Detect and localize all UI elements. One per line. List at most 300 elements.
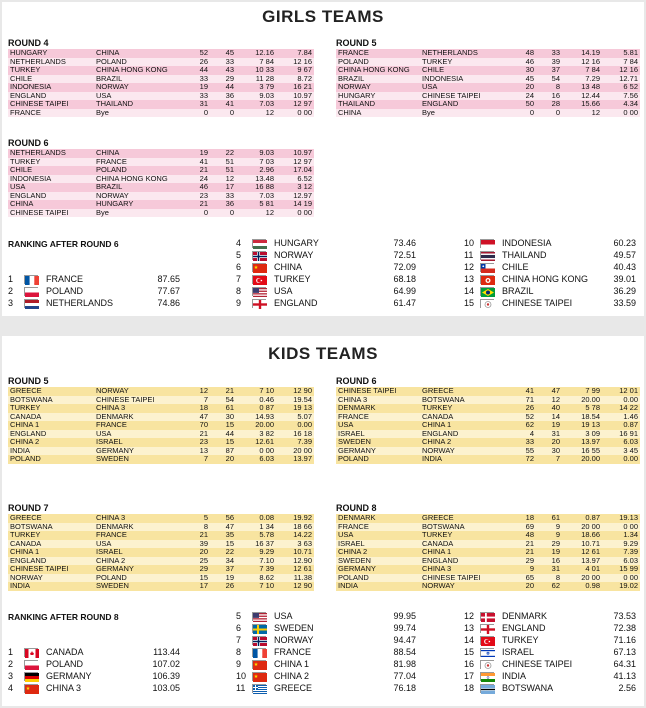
team-score: 113.44 bbox=[153, 647, 180, 657]
team-b-cell: INDONESIA bbox=[420, 75, 514, 84]
team-a-cell: CANADA bbox=[8, 413, 94, 422]
vp-a-cell: 20.00 bbox=[236, 421, 276, 430]
score-a-cell: 46 bbox=[188, 183, 210, 192]
team-a-cell: CHINA 2 bbox=[336, 548, 420, 557]
team-a-cell: GERMANY bbox=[336, 565, 420, 574]
score-a-cell: 39 bbox=[188, 540, 210, 549]
table-row bbox=[8, 396, 314, 405]
ranking-item bbox=[8, 647, 180, 658]
vp-b-cell: 12 97 bbox=[276, 100, 314, 109]
score-a-cell: 23 bbox=[188, 192, 210, 201]
team-a-cell: USA bbox=[8, 183, 94, 192]
score-b-cell: 14 bbox=[536, 413, 562, 422]
vp-b-cell: 0.00 bbox=[602, 455, 640, 464]
score-b-cell: 19 bbox=[536, 421, 562, 430]
score-a-cell: 9 bbox=[514, 565, 536, 574]
vp-b-cell: 5.07 bbox=[276, 413, 314, 422]
vp-a-cell: 12.61 bbox=[236, 438, 276, 447]
vp-a-cell: 7.03 bbox=[236, 192, 276, 201]
score-b-cell: 47 bbox=[210, 523, 236, 532]
team-name: HUNGARY bbox=[274, 238, 319, 248]
table-row bbox=[8, 438, 314, 447]
team-name: USA bbox=[274, 286, 293, 296]
table-row bbox=[8, 430, 314, 439]
score-a-cell: 21 bbox=[514, 540, 536, 549]
team-b-cell: ISRAEL bbox=[94, 438, 188, 447]
score-a-cell: 24 bbox=[188, 175, 210, 184]
table-row bbox=[8, 183, 314, 192]
score-b-cell: 33 bbox=[210, 192, 236, 201]
team-a-cell: CHINA HONG KONG bbox=[336, 66, 420, 75]
vp-b-cell: 6.03 bbox=[602, 438, 640, 447]
vp-b-cell: 10.71 bbox=[276, 548, 314, 557]
team-a-cell: BOTSWANA bbox=[8, 523, 94, 532]
table-row bbox=[336, 447, 640, 456]
score-a-cell: 29 bbox=[514, 557, 536, 566]
rank-position: 18 bbox=[464, 683, 475, 693]
ranking-item bbox=[236, 286, 416, 297]
vp-a-cell: 7 99 bbox=[562, 387, 602, 396]
team-name: CHINA HONG KONG bbox=[502, 274, 589, 284]
vp-a-cell: 7 10 bbox=[236, 387, 276, 396]
ranking-item bbox=[236, 635, 416, 646]
ranking-item bbox=[464, 611, 636, 622]
team-a-cell: ENGLAND bbox=[8, 192, 94, 201]
team-name: INDIA bbox=[502, 671, 527, 681]
table-row bbox=[336, 83, 640, 92]
score-a-cell: 26 bbox=[188, 58, 210, 67]
team-b-cell: CHINA HONG KONG bbox=[94, 175, 188, 184]
team-b-cell: FRANCE bbox=[94, 421, 188, 430]
vp-a-cell: 14.19 bbox=[562, 49, 602, 58]
team-score: 77.67 bbox=[157, 286, 180, 296]
rank-position: 14 bbox=[464, 635, 475, 645]
team-b-cell: BOTSWANA bbox=[420, 396, 514, 405]
ranking-item bbox=[464, 683, 636, 694]
score-b-cell: 7 bbox=[536, 455, 562, 464]
ranking-item bbox=[236, 238, 416, 249]
team-score: 106.39 bbox=[152, 671, 180, 681]
score-b-cell: 16 bbox=[536, 92, 562, 101]
table-row bbox=[336, 540, 640, 549]
vp-b-cell: 14 22 bbox=[602, 404, 640, 413]
poland-flag-icon bbox=[24, 287, 38, 296]
rank-position: 1 bbox=[8, 647, 14, 657]
team-a-cell: FRANCE bbox=[336, 49, 420, 58]
vp-a-cell: 0 87 bbox=[236, 404, 276, 413]
table-row bbox=[336, 514, 640, 523]
rank-position: 2 bbox=[8, 659, 14, 669]
score-b-cell: 0 bbox=[210, 209, 236, 218]
china-flag-icon bbox=[24, 684, 38, 693]
brazil-flag-icon bbox=[480, 287, 494, 296]
vp-b-cell: 12 90 bbox=[276, 582, 314, 591]
score-a-cell: 21 bbox=[188, 531, 210, 540]
round-title: ROUND 5 bbox=[8, 376, 49, 386]
round-title: ROUND 4 bbox=[8, 38, 49, 48]
turkey-flag-icon bbox=[480, 636, 494, 645]
score-a-cell: 15 bbox=[188, 574, 210, 583]
score-a-cell: 44 bbox=[188, 66, 210, 75]
score-b-cell: 22 bbox=[210, 548, 236, 557]
score-b-cell: 20 bbox=[210, 455, 236, 464]
team-name: ISRAEL bbox=[502, 647, 535, 657]
table-row bbox=[8, 531, 314, 540]
india-flag-icon bbox=[480, 672, 494, 681]
ranking-item bbox=[236, 298, 416, 309]
vp-b-cell: 0 00 bbox=[602, 109, 640, 118]
score-a-cell: 52 bbox=[514, 413, 536, 422]
team-b-cell: HUNGARY bbox=[94, 200, 188, 209]
score-a-cell: 19 bbox=[188, 83, 210, 92]
table-row bbox=[8, 92, 314, 101]
girls-round-5 bbox=[336, 38, 640, 122]
team-b-cell: Bye bbox=[94, 109, 188, 118]
team-score: 73.46 bbox=[393, 238, 416, 248]
team-name: ENGLAND bbox=[502, 623, 546, 633]
team-name: CHINA 3 bbox=[46, 683, 82, 693]
france-flag-icon bbox=[24, 275, 38, 284]
vp-b-cell: 16 18 bbox=[276, 430, 314, 439]
vp-a-cell: 5.78 bbox=[236, 531, 276, 540]
team-score: 39.01 bbox=[613, 274, 636, 284]
ranking-item bbox=[464, 298, 636, 309]
vp-b-cell: 12 16 bbox=[276, 58, 314, 67]
score-a-cell: 69 bbox=[514, 523, 536, 532]
team-b-cell: TURKEY bbox=[420, 404, 514, 413]
team-a-cell: CHINESE TAIPEI bbox=[8, 565, 94, 574]
team-name: NORWAY bbox=[274, 250, 314, 260]
indonesia-flag-icon bbox=[480, 239, 494, 248]
ranking-item bbox=[464, 635, 636, 646]
score-b-cell: 31 bbox=[536, 430, 562, 439]
usa-flag-icon bbox=[252, 612, 266, 621]
vp-b-cell: 19 13 bbox=[276, 404, 314, 413]
rank-position: 11 bbox=[236, 683, 246, 693]
team-a-cell: HUNGARY bbox=[336, 92, 420, 101]
team-name: POLAND bbox=[46, 286, 84, 296]
score-b-cell: 28 bbox=[536, 100, 562, 109]
team-a-cell: CANADA bbox=[8, 540, 94, 549]
vp-a-cell: 18.66 bbox=[562, 531, 602, 540]
vp-b-cell: 12.71 bbox=[602, 75, 640, 84]
team-b-cell: BRAZIL bbox=[94, 183, 188, 192]
table-row bbox=[336, 438, 640, 447]
team-b-cell: CHINA 3 bbox=[420, 565, 514, 574]
vp-b-cell: 0.00 bbox=[276, 421, 314, 430]
vp-a-cell: 8.62 bbox=[236, 574, 276, 583]
table-row bbox=[8, 447, 314, 456]
results-table bbox=[8, 514, 314, 591]
team-a-cell: SWEDEN bbox=[336, 438, 420, 447]
table-row bbox=[336, 404, 640, 413]
table-row bbox=[336, 565, 640, 574]
team-score: 67.13 bbox=[613, 647, 636, 657]
team-b-cell: NORWAY bbox=[94, 387, 188, 396]
team-score: 76.18 bbox=[393, 683, 416, 693]
vp-b-cell: 0.87 bbox=[602, 421, 640, 430]
score-b-cell: 45 bbox=[210, 49, 236, 58]
team-score: 41.13 bbox=[613, 671, 636, 681]
team-name: GERMANY bbox=[46, 671, 92, 681]
table-row bbox=[8, 200, 314, 209]
score-a-cell: 55 bbox=[514, 447, 536, 456]
team-a-cell: CHINA bbox=[8, 200, 94, 209]
ranking-item bbox=[464, 671, 636, 682]
vp-a-cell: 9.03 bbox=[236, 149, 276, 158]
team-a-cell: CHILE bbox=[8, 75, 94, 84]
table-row bbox=[8, 83, 314, 92]
ranking-item bbox=[464, 623, 636, 634]
china-flag-icon bbox=[252, 263, 266, 272]
vp-a-cell: 10.71 bbox=[562, 540, 602, 549]
rank-position: 6 bbox=[236, 623, 242, 633]
score-b-cell: 16 bbox=[536, 557, 562, 566]
vp-a-cell: 20 00 bbox=[562, 574, 602, 583]
rank-position: 8 bbox=[236, 647, 242, 657]
vp-a-cell: 10 33 bbox=[236, 66, 276, 75]
table-row bbox=[336, 430, 640, 439]
ranking-item bbox=[236, 250, 416, 261]
girls-panel-title: GIRLS TEAMS bbox=[262, 7, 384, 26]
ranking-item bbox=[8, 298, 180, 309]
team-score: 94.47 bbox=[393, 635, 416, 645]
table-row bbox=[336, 49, 640, 58]
table-row bbox=[336, 548, 640, 557]
table-row bbox=[8, 66, 314, 75]
rank-position: 14 bbox=[464, 286, 475, 296]
team-a-cell: INDIA bbox=[336, 582, 420, 591]
team-score: 74.86 bbox=[157, 298, 180, 308]
team-score: 81.98 bbox=[393, 659, 416, 669]
score-a-cell: 30 bbox=[514, 66, 536, 75]
team-b-cell: GERMANY bbox=[94, 447, 188, 456]
vp-b-cell: 12.90 bbox=[276, 557, 314, 566]
team-a-cell: NETHERLANDS bbox=[8, 58, 94, 67]
score-a-cell: 33 bbox=[188, 75, 210, 84]
team-b-cell: CHINESE TAIPEI bbox=[94, 396, 188, 405]
score-a-cell: 62 bbox=[514, 421, 536, 430]
results-table bbox=[8, 387, 314, 464]
score-a-cell: 17 bbox=[188, 582, 210, 591]
ranking-item bbox=[464, 262, 636, 273]
vp-a-cell: 5 78 bbox=[562, 404, 602, 413]
team-b-cell: Bye bbox=[94, 209, 188, 218]
score-a-cell: 52 bbox=[188, 49, 210, 58]
rank-position: 7 bbox=[236, 635, 242, 645]
ranking-item bbox=[464, 250, 636, 261]
rank-position: 9 bbox=[236, 659, 242, 669]
vp-a-cell: 13.97 bbox=[562, 438, 602, 447]
team-a-cell: ENGLAND bbox=[8, 430, 94, 439]
vp-a-cell: 7 03 bbox=[236, 158, 276, 167]
table-row bbox=[8, 565, 314, 574]
score-b-cell: 0 bbox=[210, 109, 236, 118]
vp-b-cell: 19.13 bbox=[602, 514, 640, 523]
rank-position: 10 bbox=[236, 671, 247, 681]
team-a-cell: CHILE bbox=[8, 166, 94, 175]
team-score: 107.02 bbox=[152, 659, 180, 669]
table-row bbox=[336, 413, 640, 422]
team-a-cell: SWEDEN bbox=[336, 557, 420, 566]
table-row bbox=[8, 582, 314, 591]
score-b-cell: 56 bbox=[210, 514, 236, 523]
vp-a-cell: 12 bbox=[236, 109, 276, 118]
team-score: 40.43 bbox=[613, 262, 636, 272]
team-score: 68.18 bbox=[393, 274, 416, 284]
team-b-cell: BOTSWANA bbox=[420, 523, 514, 532]
round-title: ROUND 6 bbox=[8, 138, 49, 148]
table-row bbox=[8, 192, 314, 201]
rank-position: 11 bbox=[464, 250, 474, 260]
table-row bbox=[8, 100, 314, 109]
vp-b-cell: 3 63 bbox=[276, 540, 314, 549]
table-row bbox=[336, 109, 640, 118]
rank-position: 9 bbox=[236, 298, 242, 308]
rank-position: 13 bbox=[464, 274, 475, 284]
team-a-cell: ISRAEL bbox=[336, 540, 420, 549]
round-title: ROUND 8 bbox=[336, 503, 377, 513]
team-score: 72.38 bbox=[613, 623, 636, 633]
team-b-cell: CANADA bbox=[420, 413, 514, 422]
score-a-cell: 46 bbox=[514, 58, 536, 67]
score-b-cell: 36 bbox=[210, 92, 236, 101]
vp-b-cell: 19.92 bbox=[276, 514, 314, 523]
score-b-cell: 33 bbox=[536, 49, 562, 58]
team-a-cell: POLAND bbox=[336, 574, 420, 583]
vp-a-cell: 12.16 bbox=[236, 49, 276, 58]
vp-b-cell: 9 67 bbox=[276, 66, 314, 75]
table-row bbox=[8, 58, 314, 67]
score-a-cell: 50 bbox=[514, 100, 536, 109]
vp-b-cell: 6 52 bbox=[602, 83, 640, 92]
vp-a-cell: 20.00 bbox=[562, 455, 602, 464]
score-b-cell: 12 bbox=[210, 175, 236, 184]
vp-a-cell: 7 39 bbox=[236, 565, 276, 574]
team-name: INDONESIA bbox=[502, 238, 552, 248]
table-row bbox=[336, 421, 640, 430]
team-name: CHINA bbox=[274, 262, 303, 272]
rank-position: 2 bbox=[8, 286, 14, 296]
table-row bbox=[8, 404, 314, 413]
vp-a-cell: 12 bbox=[562, 109, 602, 118]
chinese-taipei-flag-icon bbox=[480, 660, 494, 669]
vp-a-cell: 14.93 bbox=[236, 413, 276, 422]
vp-b-cell: 20 00 bbox=[276, 447, 314, 456]
score-b-cell: 19 bbox=[210, 574, 236, 583]
rank-position: 3 bbox=[8, 671, 14, 681]
team-a-cell: TURKEY bbox=[8, 158, 94, 167]
team-b-cell: CHINESE TAIPEI bbox=[420, 574, 514, 583]
team-score: 99.74 bbox=[393, 623, 416, 633]
score-a-cell: 19 bbox=[188, 149, 210, 158]
team-score: 103.05 bbox=[152, 683, 180, 693]
score-b-cell: 29 bbox=[536, 540, 562, 549]
team-a-cell: USA bbox=[336, 421, 420, 430]
rank-position: 5 bbox=[236, 611, 242, 621]
team-a-cell: POLAND bbox=[336, 58, 420, 67]
results-table bbox=[336, 514, 640, 591]
score-b-cell: 20 bbox=[536, 438, 562, 447]
rank-position: 4 bbox=[8, 683, 14, 693]
team-name: BOTSWANA bbox=[502, 683, 554, 693]
team-b-cell: USA bbox=[94, 92, 188, 101]
team-b-cell: NORWAY bbox=[94, 83, 188, 92]
score-a-cell: 71 bbox=[514, 396, 536, 405]
vp-a-cell: 3 82 bbox=[236, 430, 276, 439]
vp-b-cell: 12 61 bbox=[276, 565, 314, 574]
denmark-flag-icon bbox=[480, 612, 494, 621]
score-b-cell: 61 bbox=[210, 404, 236, 413]
vp-a-cell: 16 55 bbox=[562, 447, 602, 456]
rank-position: 3 bbox=[8, 298, 14, 308]
team-b-cell: DENMARK bbox=[94, 413, 188, 422]
team-b-cell: BRAZIL bbox=[94, 75, 188, 84]
score-a-cell: 48 bbox=[514, 531, 536, 540]
vp-b-cell: 12 97 bbox=[276, 158, 314, 167]
england-flag-icon bbox=[480, 624, 494, 633]
results-table bbox=[336, 387, 640, 464]
rank-position: 17 bbox=[464, 671, 475, 681]
team-b-cell: ENGLAND bbox=[420, 557, 514, 566]
table-row bbox=[8, 540, 314, 549]
vp-b-cell: 12 16 bbox=[602, 66, 640, 75]
vp-b-cell: 19.54 bbox=[276, 396, 314, 405]
ranking-item bbox=[236, 659, 416, 670]
score-a-cell: 7 bbox=[188, 396, 210, 405]
vp-b-cell: 3 45 bbox=[602, 447, 640, 456]
team-b-cell: ISRAEL bbox=[94, 548, 188, 557]
table-row bbox=[336, 531, 640, 540]
greece-flag-icon bbox=[252, 684, 266, 693]
table-row bbox=[8, 548, 314, 557]
rank-position: 16 bbox=[464, 659, 475, 669]
ranking-item bbox=[236, 683, 416, 694]
team-name: POLAND bbox=[46, 659, 84, 669]
team-a-cell: FRANCE bbox=[336, 523, 420, 532]
kids-round-7 bbox=[8, 503, 314, 597]
team-a-cell: FRANCE bbox=[8, 109, 94, 118]
vp-a-cell: 7 84 bbox=[236, 58, 276, 67]
score-b-cell: 21 bbox=[210, 387, 236, 396]
ranking-item bbox=[236, 274, 416, 285]
team-name: THAILAND bbox=[502, 250, 547, 260]
ranking-item bbox=[8, 659, 180, 670]
vp-a-cell: 7.10 bbox=[236, 557, 276, 566]
hungary-flag-icon bbox=[252, 239, 266, 248]
vp-b-cell: 6.03 bbox=[602, 557, 640, 566]
team-b-cell: NORWAY bbox=[420, 582, 514, 591]
team-name: BRAZIL bbox=[502, 286, 534, 296]
vp-b-cell: 4.34 bbox=[602, 100, 640, 109]
vp-a-cell: 3 79 bbox=[236, 83, 276, 92]
team-b-cell: USA bbox=[94, 540, 188, 549]
score-a-cell: 33 bbox=[514, 438, 536, 447]
vp-a-cell: 13.48 bbox=[236, 175, 276, 184]
kids-round-6 bbox=[336, 376, 640, 470]
team-a-cell: BRAZIL bbox=[336, 75, 420, 84]
team-name: ENGLAND bbox=[274, 298, 318, 308]
vp-a-cell: 12 16 bbox=[562, 58, 602, 67]
vp-b-cell: 16 21 bbox=[276, 83, 314, 92]
team-b-cell: POLAND bbox=[94, 574, 188, 583]
team-b-cell: CHINA 3 bbox=[94, 404, 188, 413]
rank-position: 7 bbox=[236, 274, 242, 284]
score-b-cell: 9 bbox=[536, 531, 562, 540]
score-b-cell: 33 bbox=[210, 58, 236, 67]
norway-flag-icon bbox=[252, 251, 266, 260]
ranking-item bbox=[236, 611, 416, 622]
